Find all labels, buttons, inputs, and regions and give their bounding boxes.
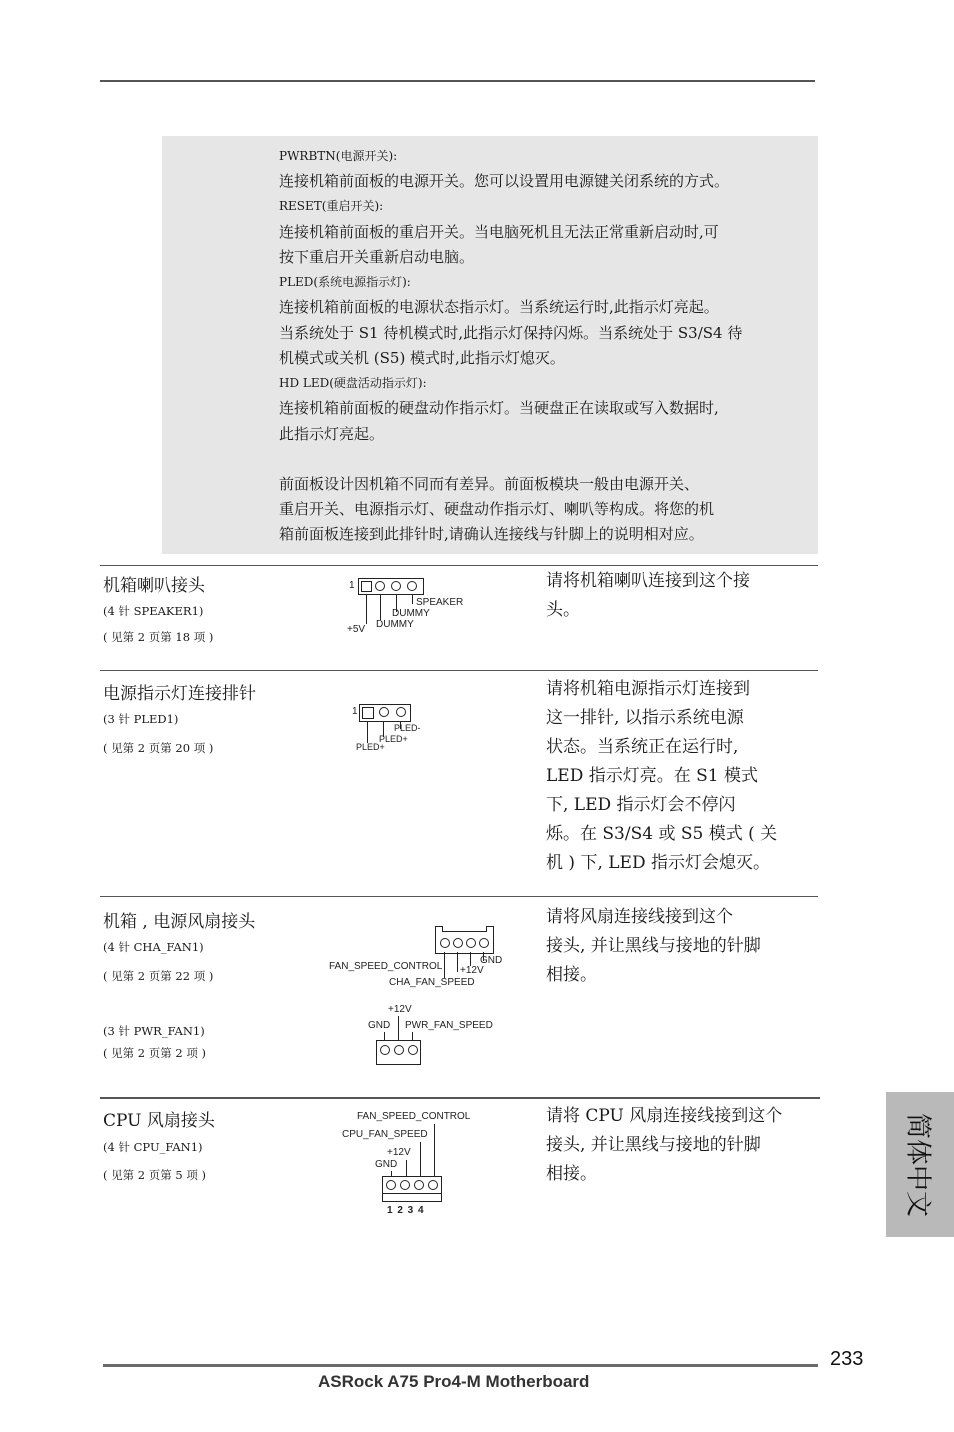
chafan-title: 机箱 , 电源风扇接头: [103, 912, 256, 932]
wire: [380, 594, 381, 620]
panel-line: PLED(系统电源指示灯):: [279, 275, 411, 289]
pin-hole: [479, 938, 489, 948]
wire: [366, 594, 367, 624]
desc-line: 相接。: [546, 1164, 597, 1184]
panel-line: 重启开关、电源指示灯、硬盘动作指示灯、喇叭等构成。将您的机: [279, 500, 715, 518]
panel-line: 箱前面板连接到此排针时,请确认连接线与针脚上的说明相对应。: [279, 525, 704, 543]
pin-hole: [391, 581, 401, 591]
section-divider: [100, 1097, 820, 1099]
pin-hole: [440, 938, 450, 948]
panel-line: RESET(重启开关):: [279, 199, 384, 213]
desc-line: 接头, 并让黑线与接地的针脚: [546, 1135, 761, 1155]
footer-rule: [103, 1364, 818, 1367]
pin-hole: [380, 1045, 390, 1055]
pin-hole: [379, 707, 389, 717]
plus12v-label: +12V: [460, 965, 484, 976]
desc-line: 请将风扇连接线接到这个: [546, 907, 733, 927]
desc-line: 相接。: [546, 965, 597, 985]
pin-square: [361, 581, 372, 592]
page-number: 233: [830, 1348, 864, 1370]
panel-line: 连接机箱前面板的电源开关。您可以设置用电源键关闭系统的方式。: [279, 172, 730, 190]
top-rule: [100, 80, 815, 82]
wire: [367, 721, 368, 743]
pin-hole: [428, 1180, 438, 1190]
panel-line: 连接机箱前面板的重启开关。当电脑死机且无法正常重新启动时,可: [279, 223, 719, 241]
pwrfan-ref: ( 见第 2 页第 2 项 ): [103, 1046, 207, 1060]
wire: [457, 952, 458, 972]
pin-hole: [386, 1180, 396, 1190]
desc-line: 头。: [546, 600, 580, 620]
cpufan-pins: (4 针 CPU_FAN1): [103, 1140, 203, 1154]
speaker-label: SPEAKER: [416, 597, 464, 608]
section-divider: [100, 896, 818, 897]
desc-line: 烁。在 S3/S4 或 S5 模式 ( 关: [546, 824, 778, 844]
chafan-desc: [546, 903, 761, 990]
pin-hole: [375, 581, 385, 591]
pin-hole: [407, 581, 417, 591]
cpufan-ref: ( 见第 2 页第 5 项 ): [103, 1168, 207, 1182]
gnd-label: GND: [480, 955, 503, 966]
wire: [420, 1142, 421, 1176]
panel-line: 当系统处于 S1 待机模式时,此指示灯保持闪烁。当系统处于 S3/S4 待: [279, 324, 743, 342]
pin-hole: [453, 938, 463, 948]
desc-line: 机 ) 下, LED 指示灯会熄灭。: [546, 853, 770, 873]
chafan-ref: ( 见第 2 页第 22 项 ): [103, 969, 214, 983]
pin1-label: 1: [349, 580, 355, 591]
pled-pins: (3 针 PLED1): [103, 712, 179, 726]
pled-minus-label: PLED-: [394, 723, 421, 733]
panel-line: 连接机箱前面板的电源状态指示灯。当系统运行时,此指示灯亮起。: [279, 298, 719, 316]
desc-line: 请将机箱电源指示灯连接到: [546, 679, 750, 699]
cpufan-desc: [546, 1102, 782, 1189]
pin-hole: [400, 1180, 410, 1190]
wire: [470, 952, 471, 966]
pwr-fan-speed-label: PWR_FAN_SPEED: [405, 1020, 493, 1031]
dummy-label: DUMMY: [376, 619, 414, 630]
chafan-pins: (4 针 CHA_FAN1): [103, 940, 204, 954]
wire: [434, 1124, 435, 1176]
pin1-label: 1: [352, 706, 358, 717]
speaker-pins: (4 针 SPEAKER1): [103, 604, 204, 618]
pled-plus-label: PLED+: [379, 734, 408, 744]
desc-line: 请将 CPU 风扇连接线接到这个: [546, 1106, 783, 1126]
pled-ref: ( 见第 2 页第 20 项 ): [103, 741, 214, 755]
panel-line: HD LED(硬盘活动指示灯):: [279, 376, 427, 390]
desc-line: 状态。当系统正在运行时,: [546, 737, 739, 757]
panel-line: PWRBTN(电源开关):: [279, 149, 398, 163]
plus5v-label: +5V: [347, 624, 366, 635]
pin-hole: [394, 1045, 404, 1055]
pled-plus-label: PLED+: [356, 742, 385, 752]
cpu-fan-speed-label: CPU_FAN_SPEED: [342, 1129, 428, 1140]
pin-numbers: 1 2 3 4: [387, 1205, 424, 1216]
wire: [412, 594, 413, 604]
section-divider: [100, 565, 818, 566]
pin-hole: [408, 1045, 418, 1055]
panel-line: 连接机箱前面板的硬盘动作指示灯。当硬盘正在读取或写入数据时,: [279, 399, 719, 417]
desc-line: 这一排针, 以指示系统电源: [546, 708, 744, 728]
dummy-label: DUMMY: [392, 608, 430, 619]
desc-line: LED 指示灯亮。在 S1 模式: [546, 766, 759, 786]
footer-title: ASRock A75 Pro4-M Motherboard: [318, 1372, 590, 1391]
speaker-ref: ( 见第 2 页第 18 项 ): [103, 630, 214, 644]
plus12v-label: +12V: [387, 1147, 411, 1158]
wire: [406, 1160, 407, 1176]
pled-title: 电源指示灯连接排针: [103, 684, 256, 704]
speaker-title: 机箱喇叭接头: [103, 576, 205, 596]
pin-hole: [396, 707, 406, 717]
wire: [444, 952, 445, 978]
panel-line: 按下重启开关重新启动电脑。: [279, 248, 475, 266]
pwrfan-pins: (3 针 PWR_FAN1): [103, 1024, 205, 1038]
fan-speed-control-label: FAN_SPEED_CONTROL: [357, 1111, 471, 1122]
cpufan-title: CPU 风扇接头: [103, 1111, 215, 1131]
fan-speed-control-label: FAN_SPEED_CONTROL: [329, 961, 443, 972]
pin-hole: [466, 938, 476, 948]
cha-fan-speed-label: CHA_FAN_SPEED: [389, 977, 475, 988]
panel-line: 前面板设计因机箱不同而有差异。前面板模块一般由电源开关、: [279, 475, 700, 493]
desc-line: 接头, 并让黑线与接地的针脚: [546, 936, 761, 956]
pin-square: [362, 707, 374, 719]
gnd-label: GND: [368, 1020, 391, 1031]
header-base: [382, 1193, 442, 1202]
desc-line: 下, LED 指示灯会不停闪: [546, 795, 736, 815]
header-key: [442, 926, 487, 932]
section-divider: [100, 670, 818, 671]
desc-line: 请将机箱喇叭连接到这个接: [546, 571, 750, 591]
plus12v-label: +12V: [388, 1004, 412, 1015]
panel-line: 此指示灯亮起。: [279, 425, 385, 443]
gnd-label: GND: [375, 1159, 398, 1170]
language-side-tab: [886, 1092, 954, 1237]
pled-desc: [546, 675, 777, 878]
pin-hole: [414, 1180, 424, 1190]
side-tab-label: 简体中文: [902, 1112, 933, 1217]
panel-line: 机模式或关机 (S5) 模式时,此指示灯熄灭。: [279, 349, 565, 367]
wire: [398, 1016, 399, 1041]
speaker-desc: [546, 567, 750, 625]
